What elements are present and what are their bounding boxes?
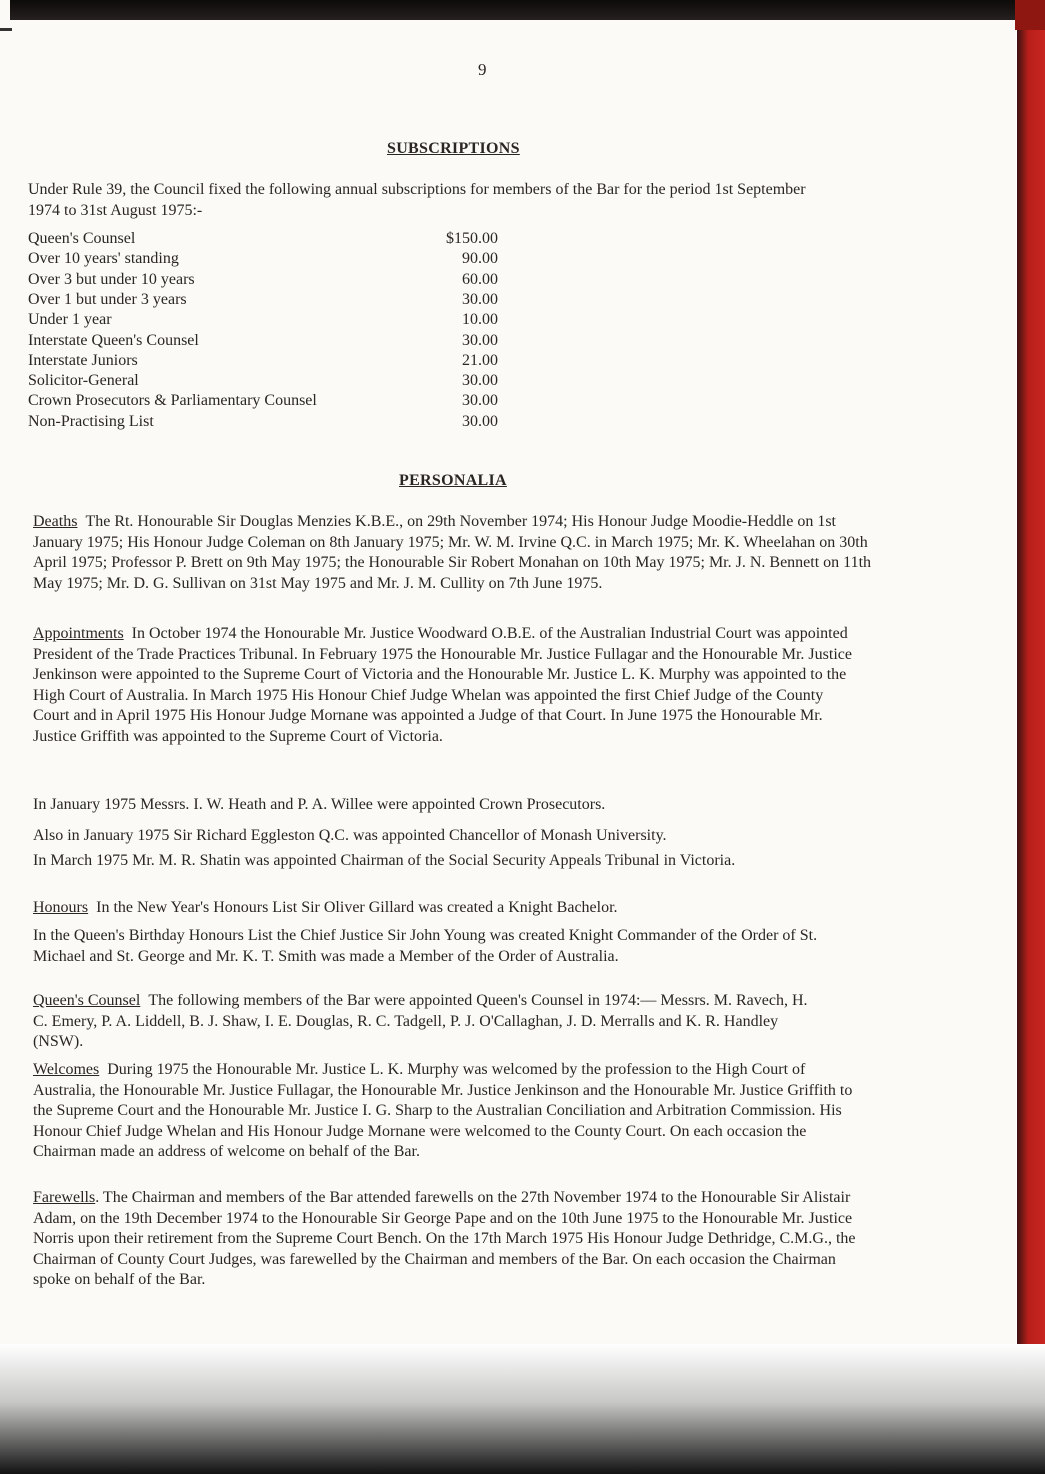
binding-edge	[1017, 0, 1045, 1474]
subscription-category: Interstate Queen's Counsel	[28, 331, 199, 349]
honours-paragraph	[33, 898, 853, 919]
subscription-row	[28, 372, 498, 392]
deaths-text: The Rt. Honourable Sir Douglas Menzies K.B.E., on 29th November 1974; His Honour Judge Moodie-Heddle on 1st January 1975; His Honour Judge Coleman on 8th January 1975; Mr. W. M. Irvine Q.C. in March 1975; Mr. K. Wheelahan on 30th April 1975; Professor P. Brett on 9th May 1975; the Honourable Sir Robert Monahan on 10th May 1975; Mr. J. N. Bennett on 11th May 1975; Mr. D. G. Sullivan on 31st May 1975 and Mr. J. M. Cullity on 7th June 1975.	[33, 513, 872, 592]
appointments-label: Appointments	[33, 625, 124, 642]
subscription-amount: 30.00	[462, 331, 498, 349]
subscription-category: Over 10 years' standing	[28, 250, 179, 268]
subscription-amount: 30.00	[462, 392, 498, 410]
subscription-amount: 90.00	[462, 250, 498, 268]
subscription-row	[28, 230, 498, 250]
welcomes-paragraph	[33, 1060, 853, 1163]
subscription-row	[28, 271, 498, 291]
chancellor-paragraph: Also in January 1975 Sir Richard Eggleston Q.C. was appointed Chancellor of Monash University.	[33, 827, 667, 844]
subscriptions-intro: Under Rule 39, the Council fixed the following annual subscriptions for members of the Bar for the period 1st September 1974 to 31st August 1975:-	[28, 181, 806, 219]
subscription-row	[28, 352, 498, 372]
subscription-row	[28, 250, 498, 270]
subscription-category: Under 1 year	[28, 311, 112, 329]
queens-counsel-text: The following members of the Bar were appointed Queen's Counsel in 1974:— Messrs. M. Ravech, H. C. Emery, P. A. Liddell, B. J. Shaw, I. E. Douglas, R. C. Tadgell, P. J. O'Callaghan, J. D. Merralls and K. R. Handley (NSW).	[33, 992, 808, 1050]
subscriptions-heading: SUBSCRIPTIONS	[387, 140, 520, 157]
subscription-amount: 10.00	[462, 311, 498, 329]
subscription-category: Over 3 but under 10 years	[28, 270, 195, 288]
subscription-category: Crown Prosecutors & Parliamentary Counsel	[28, 392, 317, 410]
farewells-paragraph	[33, 1188, 873, 1291]
page-left-mark	[0, 28, 12, 31]
shatin-paragraph: In March 1975 Mr. M. R. Shatin was appointed Chairman of the Social Security Appeals Tribunal in Victoria.	[33, 852, 736, 869]
queens-counsel-label: Queen's Counsel	[33, 992, 141, 1009]
subscription-row	[28, 332, 498, 352]
welcomes-label: Welcomes	[33, 1061, 100, 1078]
personalia-heading: PERSONALIA	[399, 472, 507, 489]
page-number: 9	[478, 60, 487, 79]
subscription-amount: 30.00	[462, 412, 498, 430]
deaths-paragraph	[33, 512, 883, 594]
subscription-amount: $150.00	[446, 230, 498, 247]
honours-label: Honours	[33, 899, 89, 916]
welcomes-text: During 1975 the Honourable Mr. Justice L. K. Murphy was welcomed by the profession to the High Court of Australia, the Honourable Mr. Justice Fullagar, the Honourable Mr. Justice Jenkinson and the Honourable Mr. Justice Griffith to the Supreme Court and the Honourable Mr. Justice I. G. Sharp to the Australian Conciliation and Arbitration Commission. His Honour Chief Judge Whelan and His Honour Judge Mornane were welcomed to the County Court. On each occasion the Chairman made an address of welcome on behalf of the Bar.	[33, 1061, 853, 1160]
honours-text: In the New Year's Honours List Sir Oliver Gillard was created a Knight Bachelor.	[96, 899, 618, 916]
page-bottom-shadow	[0, 1344, 1045, 1474]
deaths-label: Deaths	[33, 513, 78, 530]
appointments-paragraph	[33, 624, 853, 747]
subscription-row	[28, 311, 498, 331]
farewells-text: . The Chairman and members of the Bar attended farewells on the 27th November 1974 to the Honourable Sir Alistair Adam, on the 19th December 1974 to the Honourable Sir George Pape and on the 10th June 1975 to the Honourable Mr. Justice Norris upon their retirement from the Supreme Court Bench. On the 17th March 1975 His Honour Judge Dethridge, C.M.G., the Chairman of County Court Judges, was farewelled by the Chairman and members of the Bar. On each occasion the Chairman spoke on behalf of the Bar.	[33, 1189, 856, 1288]
subscription-row	[28, 413, 498, 433]
subscription-amount: 30.00	[462, 372, 498, 390]
subscription-row	[28, 392, 498, 412]
subscription-category: Solicitor-General	[28, 372, 139, 390]
subscription-row	[28, 291, 498, 311]
queens-counsel-paragraph	[33, 991, 823, 1053]
subscription-amount: 21.00	[462, 351, 498, 369]
subscription-amount: 60.00	[462, 270, 498, 288]
binding-corner	[1015, 0, 1045, 30]
subscription-category: Non-Practising List	[28, 412, 154, 430]
appointments-text: In October 1974 the Honourable Mr. Justice Woodward O.B.E. of the Australian Industrial Court was appointed President of the Trade Practices Tribunal. In February 1975 the Honourable Mr. Justice Fullagar and the Honourable Mr. Justice Jenkinson were appointed to the Supreme Court of Victoria and the Honourable Mr. Justice L. K. Murphy was appointed to the High Court of Australia. In March 1975 His Honour Chief Judge Whelan was appointed the first Chief Judge of the County Court and in April 1975 His Honour Judge Mornane was appointed a Judge of that Court. In June 1975 the Honourable Mr. Justice Griffith was appointed to the Supreme Court of Victoria.	[33, 625, 852, 745]
subscription-category: Over 1 but under 3 years	[28, 290, 187, 308]
page-top-edge	[10, 0, 1022, 20]
birthday-honours-paragraph: In the Queen's Birthday Honours List the Chief Justice Sir John Young was created Knight Commander of the Order of St. Michael and St. George and Mr. K. T. Smith was made a Member of the Order of Australia.	[33, 927, 818, 965]
crown-prosecutors-paragraph: In January 1975 Messrs. I. W. Heath and P. A. Willee were appointed Crown Prosecutors.	[33, 796, 606, 813]
subscription-amount: 30.00	[462, 290, 498, 308]
subscription-category: Queen's Counsel	[28, 230, 136, 247]
subscription-category: Interstate Juniors	[28, 351, 138, 369]
farewells-label: Farewells	[33, 1189, 96, 1206]
